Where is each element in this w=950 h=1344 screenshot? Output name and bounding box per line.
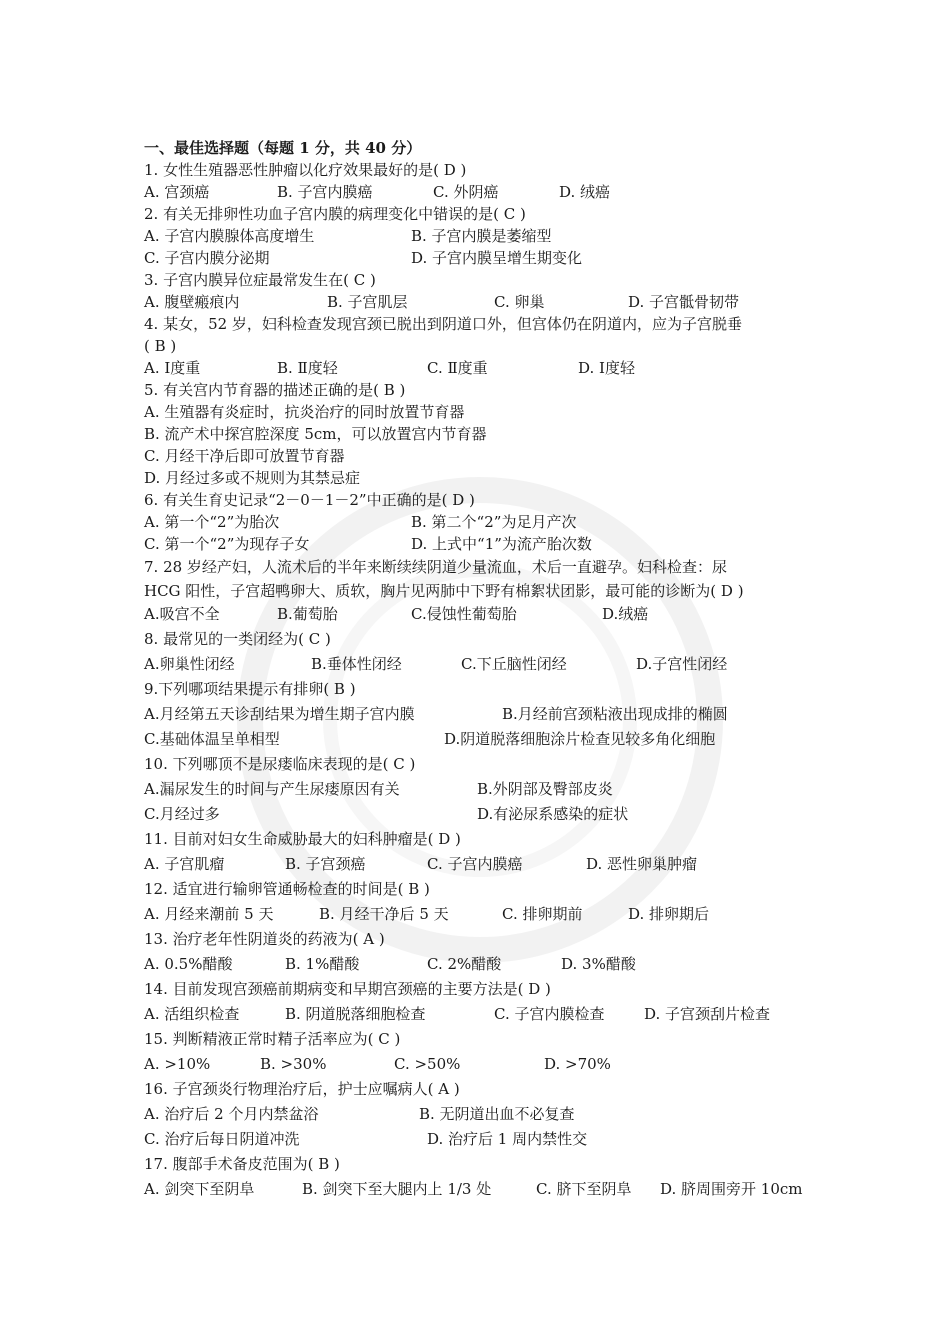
option-b: B. 子宫内膜是萎缩型 (411, 227, 552, 245)
question-5-option-c: C. 月经干净后即可放置节育器 (144, 447, 345, 465)
option-b: B.垂体性闭经 (311, 655, 402, 673)
option-c: C.下丘脑性闭经 (461, 655, 567, 673)
option-c: C. >50% (394, 1055, 461, 1073)
option-b: B. 阴道脱落细胞检查 (285, 1005, 426, 1023)
question-16-stem: 16. 子宫颈炎行物理治疗后，护士应嘱病人( A ) (144, 1080, 460, 1098)
option-b: B. >30% (260, 1055, 327, 1073)
option-b: B. 1%醋酸 (285, 955, 360, 973)
option-d: D. 治疗后 1 周内禁性交 (427, 1130, 588, 1148)
option-b: B.月经前宫颈粘液出现成排的椭圆 (502, 705, 728, 723)
option-a: A. >10% (144, 1055, 211, 1073)
option-a: A. 宫颈癌 (144, 183, 210, 201)
question-12-stem: 12. 适宜进行输卵管通畅检查的时间是( B ) (144, 880, 430, 898)
option-d: D. 上式中“1”为流产胎次数 (411, 535, 592, 553)
question-10-stem: 10. 下列哪顶不是尿瘘临床表现的是( C ) (144, 755, 416, 773)
option-d: D.有泌尿系感染的症状 (477, 805, 629, 823)
option-c: C. 2%醋酸 (427, 955, 502, 973)
question-13-stem: 13. 治疗老年性阴道炎的药液为( A ) (144, 930, 385, 948)
option-b: B. 第二个“2”为足月产次 (411, 513, 577, 531)
question-15-stem: 15. 判断精液正常时精子活率应为( C ) (144, 1030, 401, 1048)
option-a: A. Ⅰ度重 (144, 359, 201, 377)
option-a: A. 治疗后 2 个月内禁盆浴 (144, 1105, 319, 1123)
option-a: A. 腹壁瘢痕内 (144, 293, 240, 311)
question-7-stem-line-1: 7. 28 岁经产妇，人流术后的半年来断续续阴道少量流血，术后一直避孕。妇科检查：尿 (144, 558, 727, 576)
option-b: B.外阴部及臀部皮炎 (477, 780, 613, 798)
option-b: B. 月经干净后 5 天 (319, 905, 449, 923)
option-a: A.卵巢性闭经 (144, 655, 235, 673)
question-1-stem: 1. 女性生殖器恶性肿瘤以化疗效果最好的是( D ) (144, 161, 467, 179)
option-d: D. 绒癌 (559, 183, 611, 201)
option-c: C. 卵巢 (494, 293, 545, 311)
option-a: A. 第一个“2”为胎次 (144, 513, 280, 531)
option-b: B.葡萄胎 (277, 605, 338, 623)
option-a: A. 剑突下至阴阜 (144, 1180, 255, 1198)
option-a: A. 0.5%醋酸 (144, 955, 233, 973)
option-d: D. 子宫内膜呈增生期变化 (411, 249, 583, 267)
question-17-stem: 17. 腹部手术备皮范围为( B ) (144, 1155, 340, 1173)
option-d: D.阴道脱落细胞涂片检查见较多角化细胞 (444, 730, 716, 748)
option-d: D. 子宫颈刮片检查 (644, 1005, 771, 1023)
option-a: A.月经第五天诊刮结果为增生期子宫内膜 (144, 705, 415, 723)
option-c: C. 排卵期前 (502, 905, 583, 923)
question-5-stem: 5. 有关宫内节育器的描述正确的是( B ) (144, 381, 406, 399)
option-c: C.侵蚀性葡萄胎 (411, 605, 517, 623)
option-c: C. 子宫内膜分泌期 (144, 249, 270, 267)
option-b: B. 子宫肌层 (327, 293, 408, 311)
option-c: C. 外阴癌 (433, 183, 499, 201)
option-d: D.子宫性闭经 (636, 655, 728, 673)
question-4-answer: ( B ) (144, 337, 177, 355)
option-c: C. 脐下至阴阜 (536, 1180, 632, 1198)
option-b: B. Ⅱ度轻 (277, 359, 338, 377)
option-a: A. 子宫肌瘤 (144, 855, 225, 873)
question-5-option-d: D. 月经过多或不规则为其禁忌症 (144, 469, 361, 487)
question-7-stem-line-2: HCG 阳性，子宫超鸭卵大、质软，胸片见两肺中下野有棉絮状团影，最可能的诊断为( D ) (144, 582, 744, 600)
section-title: 一、最佳选择题（每题 1 分，共 40 分） (144, 139, 422, 157)
option-d: D. 恶性卵巢肿瘤 (586, 855, 698, 873)
option-c: C. Ⅱ度重 (427, 359, 488, 377)
option-b: B. 子宫内膜癌 (277, 183, 373, 201)
question-6-stem: 6. 有关生育史记录“2－0－1－2”中正确的是( D ) (144, 491, 475, 509)
question-9-stem: 9.下列哪项结果提示有排卵( B ) (144, 680, 356, 698)
option-c: C.基础体温呈单相型 (144, 730, 280, 748)
option-b: B. 无阴道出血不必复查 (419, 1105, 575, 1123)
option-c: C. 子宫内膜检查 (494, 1005, 605, 1023)
option-d: D. 3%醋酸 (561, 955, 636, 973)
option-c: C. 第一个“2”为现存子女 (144, 535, 310, 553)
question-14-stem: 14. 目前发现宫颈癌前期病变和早期宫颈癌的主要方法是( D ) (144, 980, 551, 998)
option-d: D. 脐周围旁开 10cm (660, 1180, 803, 1198)
option-b: B. 剑突下至大腿内上 1/3 处 (302, 1180, 492, 1198)
option-d: D.绒癌 (602, 605, 649, 623)
option-c: C. 子宫内膜癌 (427, 855, 523, 873)
option-a: A. 子宫内膜腺体高度增生 (144, 227, 315, 245)
option-d: D. >70% (544, 1055, 611, 1073)
option-a: A.吸宫不全 (144, 605, 220, 623)
option-d: D. 排卵期后 (628, 905, 710, 923)
option-c: C. 治疗后每日阴道冲洗 (144, 1130, 300, 1148)
question-5-option-b: B. 流产术中探宫腔深度 5cm，可以放置宫内节育器 (144, 425, 487, 443)
option-a: A. 活组织检查 (144, 1005, 240, 1023)
option-c: C.月经过多 (144, 805, 220, 823)
question-5-option-a: A. 生殖器有炎症时，抗炎治疗的同时放置节育器 (144, 403, 465, 421)
option-a: A.漏尿发生的时间与产生尿瘘原因有关 (144, 780, 400, 798)
option-d: D. 子宫骶骨韧带 (628, 293, 740, 311)
option-a: A. 月经来潮前 5 天 (144, 905, 274, 923)
question-11-stem: 11. 目前对妇女生命威胁最大的妇科肿瘤是( D ) (144, 830, 461, 848)
question-3-stem: 3. 子宫内膜异位症最常发生在( C ) (144, 271, 376, 289)
question-2-stem: 2. 有关无排卵性功血子宫内膜的病理变化中错误的是( C ) (144, 205, 526, 223)
option-b: B. 子宫颈癌 (285, 855, 366, 873)
question-4-stem: 4. 某女，52 岁，妇科检查发现宫颈已脱出到阴道口外，但宫体仍在阴道内，应为子宫脱垂 (144, 315, 742, 333)
option-d: D. Ⅰ度轻 (578, 359, 635, 377)
question-8-stem: 8. 最常见的一类闭经为( C ) (144, 630, 331, 648)
